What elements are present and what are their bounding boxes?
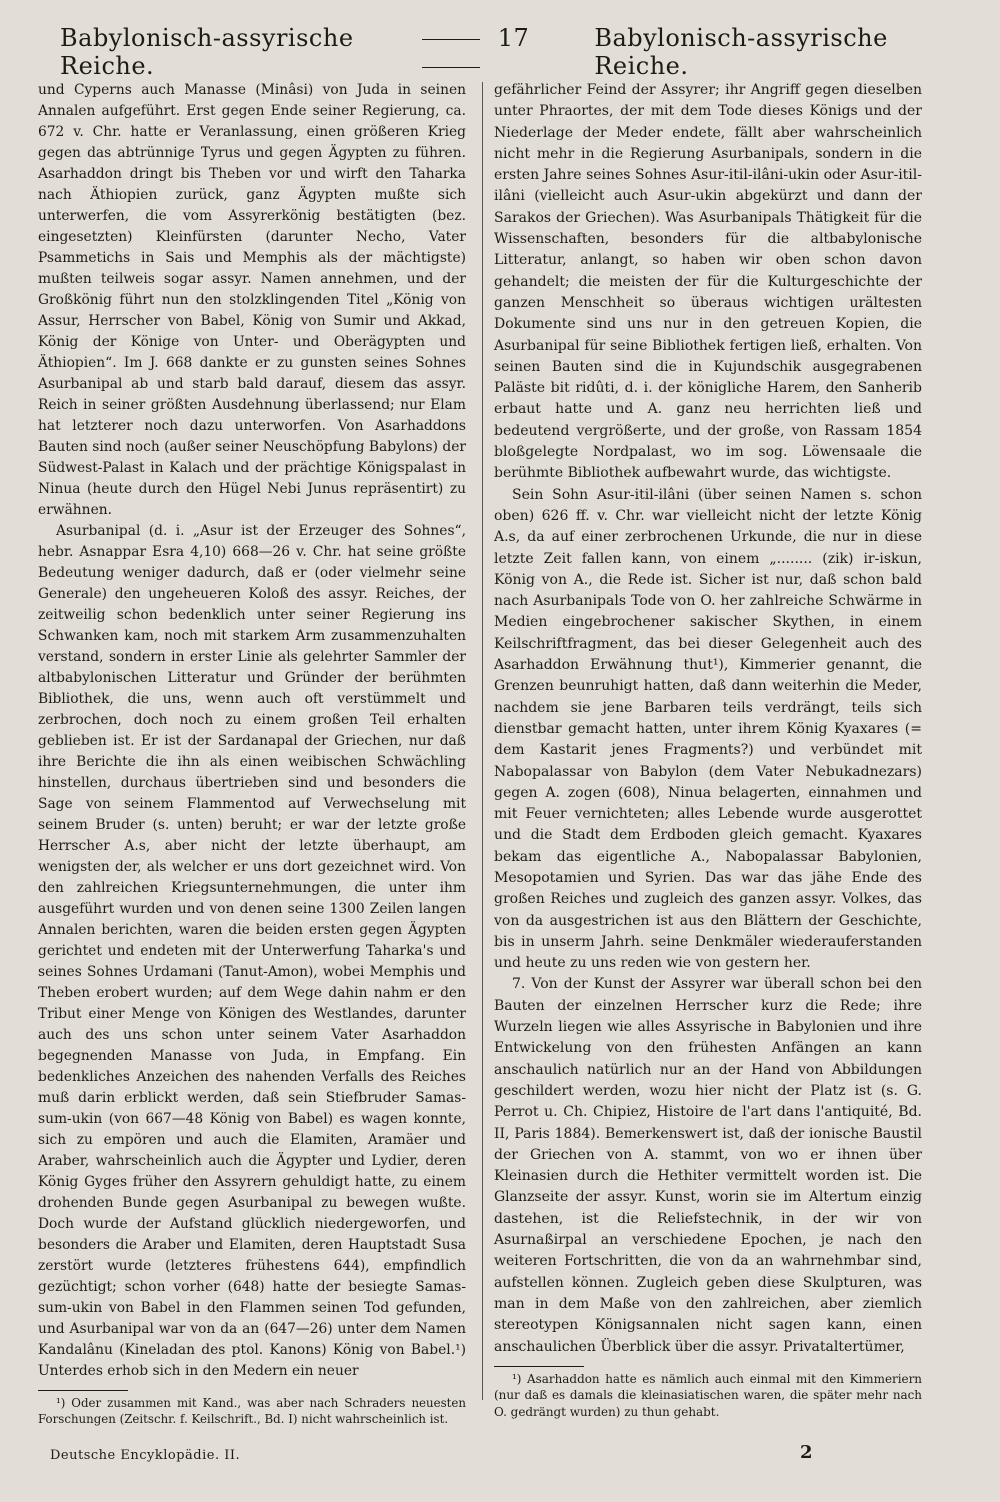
footer-publication: Deutsche Encyklopädie. II. [50,1448,241,1463]
left-footnote: ¹) Oder zusammen mit Kand., was aber nach Schraders neuesten Forschungen (Zeitschr. f. Keilschrift., Bd. I) nicht wahrscheinlich ist. [38,1396,466,1427]
header-dash-right [422,67,480,68]
left-paragraph-1: und Cyperns auch Manasse (Minâsi) von Juda in seinen Annalen aufgeführt. Erst gegen Ende seiner Regierung, ca. 672 v. Chr. hatte er Veranlassung, einen größeren Krieg gegen das abtrünnige Tyrus und gegen Ägypten zu führen. Asarhaddon dringt bis Theben vor und wirft den Taharka nach Äthiopien zurück, ganz Ägypten mußte sich unterwerfen, die vom Assyrerkönig bestätigten (bez. eingesetzten) Kleinfürsten (darunter Necho, Vater Psammetichs in Sais und Memphis als der mächtigste) mußten teilweis sogar assyr. Namen annehmen, und der Großkönig führt nun den stolzklingenden Titel „König von Assur, Herrscher von Babel, König von Sumir und Akkad, König der Könige von Unter- und Oberägypten und Äthiopien“. Im J. 668 dankte er zu gunsten seines Sohnes Asurbanipal ab und starb bald darauf, diesem das assyr. Reich in seiner größten Ausdehnung überlassend; nur Elam hat letzterer noch dazu unterworfen. Von Asarhaddons Bauten sind noch (außer seiner Neuschöpfung Babylons) der Südwest-Palast in Kalach und der prächtige Königspalast in Ninua (heute durch den Hügel Nebi Junus repräsentirt) zu erwähnen. [38,82,466,518]
footnote-rule-right [494,1366,584,1367]
page-number-text: 17 [497,24,530,52]
header-title-right: Babylonisch-assyrische Reiche. [594,24,888,80]
footnote-rule-left [38,1390,128,1391]
running-header [60,24,938,80]
column-divider [482,82,483,1400]
right-paragraph-2: Sein Sohn Asur-itil-ilâni (über seinen Namen s. schon oben) 626 ff. v. Chr. war vielleicht nicht der letzte König A.s, da auf einer zerbrochenen Urkunde, die nur in diese letzte Zeit fallen kann, von einem „........ (zik) ir-iskun, König von A., die Rede ist. Sicher ist nur, daß schon bald nach Asurbanipals Tode von O. her zahlreiche Schwärme in Medien eingebrochener sakischer Skythen, in einem Keilschriftfragment, das bei dieser Gelegenheit auch des Asarhaddon Erwähnung thut¹), Kimmerier genannt, die Grenzen beunruhigt hatten, daß dann weiterhin die Meder, nachdem sie jene Barbaren teils verdrängt, teils sich dienstbar gemacht hatten, unter ihrem König Kyaxares (= dem Kastarit jenes Fragments?) und verbündet mit Nabopalassar von Babylon (dem Vater Nebukadnezars) gegen A. zogen (608), Ninua belagerten, einnahmen und mit Feuer vernichteten; alles Lebende wurde ausgerottet und die Stadt dem Erdboden gleich gemacht. Kyaxares bekam das eigentliche A., Nabopalassar Babylonien, Mesopotamien und Syrien. Das war das jähe Ende des großen Reiches und zugleich des ganzen assyr. Volkes, das von da ausgestrichen ist aus den Blättern der Geschichte, bis in unserm Jahrh. seine Denkmäler wiederauferstanden und heute zu uns reden wie von gestern her. [494,486,922,972]
right-column [494,80,922,1420]
header-title-left: Babylonisch-assyrische Reiche. [60,24,354,80]
right-paragraph-1: gefährlicher Feind der Assyrer; ihr Angriff gegen dieselben unter Phraortes, der mit dem Tode dieses Königs und der Niederlage der Meder endete, fällt aber wahrscheinlich nicht mehr in die Regierung Asurbanipals, sondern in die ersten Jahre seines Sohnes Asur-itil-ilâni-ukin oder Asur-itil-ilâni (vielleicht auch Asur-ukin abgekürzt und dann der Sarakos der Griechen). Was Asurbanipals Thätigkeit für die Wissenschaften, besonders für die altbabylonische Litteratur, anlangt, so haben wir oben schon davon gehandelt; die meisten der für die Kulturgeschichte der ganzen Menschheit so überaus wichtigen urältesten Dokumente sind uns nur in den getreuen Kopien, die Asurbanipal für seine Bibliothek fertigen ließ, erhalten. Von seinen Bauten sind die in Kujundschik ausgegrabenen Paläste bit ridûti, d. i. der königliche Harem, den Sanherib erbaut hatte und A. ganz neu herrichten ließ und bedeutend vergrößerte, und der große, von Rassam 1854 bloßgelegte Nordpalast, wo im sog. Löwensaale die berühmte Bibliothek aufbewahrt wurde, das wichtigste. [494,82,922,482]
header-dash-left [422,39,480,40]
page-number [404,24,595,80]
right-paragraph-3: 7. Von der Kunst der Assyrer war überall schon bei den Bauten der einzelnen Herrscher kurz die Rede; ihre Wurzeln liegen wie alles Assyrische in Babylonien und ihre Entwickelung von den frühesten Anfängen an kann anschaulich natürlich nur an der Hand von Abbildungen geschildert werden, wozu hier nicht der Platz ist (s. G. Perrot u. Ch. Chipiez, Histoire de l'art dans l'antiquité, Bd. II, Paris 1884). Bemerkenswert ist, daß der ionische Baustil der Griechen von A. stammt, von wo er ihnen über Kleinasien durch die Hethiter vermittelt worden ist. Die Glanzseite der assyr. Kunst, worin sie im Altertum einzig dastehen, ist die Reliefstechnik, in der wir von Asurnaßirpal an verschiedene Epochen, je nach den weiteren Fortschritten, die von da an wahrnehmbar sind, aufstellen können. Zugleich geben diese Skulpturen, was man in dem Maße von den zahlreichen, aber ziemlich stereotypen Königsannalen nicht sagen kann, einen anschaulichen Überblick über die assyr. Privataltertümer, [494,976,922,1355]
left-column [38,80,466,1427]
footer-signature-mark: 2 [800,1442,813,1463]
right-footnote: ¹) Asarhaddon hatte es nämlich auch einmal mit den Kimmeriern (nur daß es damals die kleinasiatischen waren, die später mehr nach O. gedrängt wurden) zu thun gehabt. [494,1371,922,1419]
left-paragraph-2: Asurbanipal (d. i. „Asur ist der Erzeuger des Sohnes“, hebr. Asnappar Esra 4,10) 668—26 v. Chr. hat seine größte Bedeutung weniger dadurch, daß er (oder vielmehr seine Generale) den ungeheueren Koloß des assyr. Reiches, der zeitweilig schon bedenklich unter seiner Regierung ins Schwanken kam, noch mit starkem Arm zusammenzuhalten verstand, sondern in erster Linie als gelehrter Sammler der altbabylonischen Litteratur und Gründer der berühmten Bibliothek, die uns, wenn auch oft verstümmelt und zerbrochen, doch noch zu einem großen Teil erhalten geblieben ist. Er ist der Sardanapal der Griechen, nur daß ihre Berichte die ihn als einen weibischen Schwächling hinstellen, durchaus übertrieben sind und besonders die Sage von seinem Flammentod auf Verwechselung mit seinem Bruder (s. unten) beruht; er war der letzte große Herrscher A.s, aber nicht der letzte überhaupt, am wenigsten der, als welcher er uns dort gezeichnet wird. Von den zahlreichen Kriegsunternehmungen, die unter ihm ausgeführt wurden und von denen seine 1300 Zeilen langen Annalen berichten, waren die beiden ersten gegen Ägypten gerichtet und endeten mit der Unterwerfung Taharka's und seines Sohnes Urdamani (Tanut-Amon), wobei Memphis und Theben erobert wurden; auf dem Wege dahin nahm er den Tribut einer Menge von Königen des Westlandes, darunter auch des uns schon unter seinem Vater Asarhaddon begegnenden Manasse von Juda, in Empfang. Ein bedenkliches Anzeichen des nahenden Verfalls des Reiches muß darin erblickt werden, daß sein Stiefbruder Samas-sum-ukin (von 667—48 König von Babel) es wagen konnte, sich zu empören und auch die Elamiten, Aramäer und Araber, wahrscheinlich auch die Ägypter und Lydier, deren König Gyges früher den Assyrern gehuldigt hatte, zu einem drohenden Bunde gegen Asurbanipal zu bewegen wußte. Doch wurde der Aufstand glücklich niedergeworfen, und besonders die Araber und Elamiten, deren Hauptstadt Susa zerstört wurde (letzteres frühestens 644), empfindlich gezüchtigt; schon vorher (648) hatte der besiegte Samas-sum-ukin von Babel in den Flammen seinen Tod gefunden, und Asurbanipal war von da an (647—26) unter dem Namen Kandalânu (Kineladan des ptol. Kanons) König von Babel.¹) Unterdes erhob sich in den Medern ein neuer [38,523,466,1379]
